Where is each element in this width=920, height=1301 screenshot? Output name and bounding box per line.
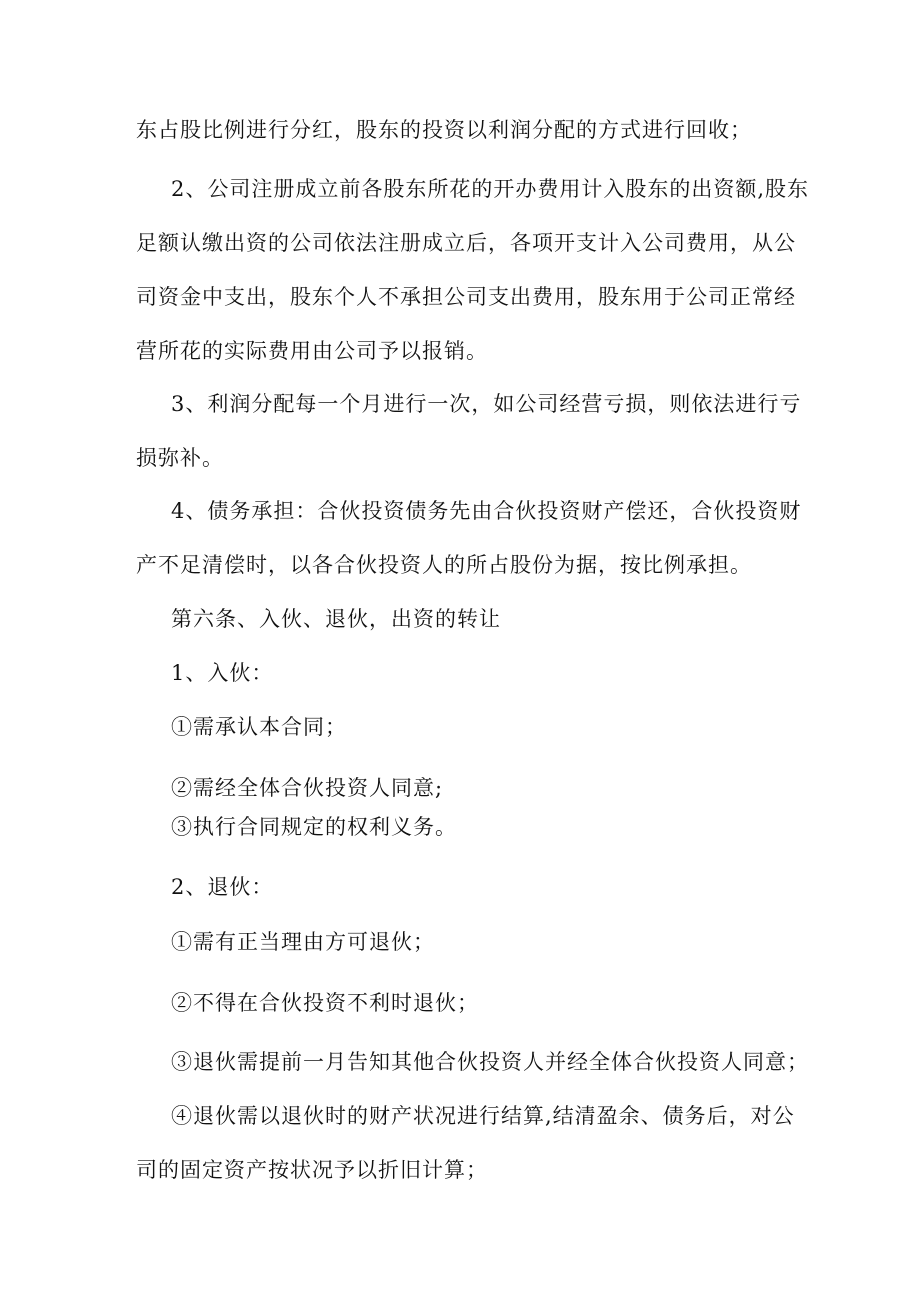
subsection-heading: 2、退伙： bbox=[171, 875, 274, 899]
paragraph-line: 3、利润分配每一个月进行一次，如公司经营亏损，则依法进行亏 bbox=[171, 392, 802, 416]
paragraph-line: 损弥补。 bbox=[136, 446, 224, 470]
list-item: ②不得在合伙投资不利时退伙； bbox=[171, 991, 479, 1015]
paragraph-line: 司资金中支出，股东个人不承担公司支出费用，股东用于公司正常经 bbox=[136, 285, 796, 309]
list-item: ①需有正当理由方可退伙； bbox=[171, 930, 435, 954]
paragraph-line: 东占股比例进行分红，股东的投资以利润分配的方式进行回收； bbox=[136, 118, 752, 142]
paragraph-line: 足额认缴出资的公司依法注册成立后，各项开支计入公司费用，从公 bbox=[136, 231, 796, 255]
paragraph-line: 4、债务承担：合伙投资债务先由合伙投资财产偿还，合伙投资财 bbox=[171, 499, 802, 523]
list-item: ③执行合同规定的权利义务。 bbox=[171, 815, 457, 839]
paragraph-line: 产不足清偿时，以各合伙投资人的所占股份为据，按比例承担。 bbox=[136, 553, 752, 577]
paragraph-line: 营所花的实际费用由公司予以报销。 bbox=[136, 339, 488, 363]
list-item: ②需经全体合伙投资人同意; bbox=[171, 776, 444, 800]
paragraph-line: 司的固定资产按状况予以折旧计算； bbox=[136, 1158, 488, 1182]
subsection-heading: 1、入伙： bbox=[171, 661, 274, 685]
list-item: ④退伙需以退伙时的财产状况进行结算,结清盈余、债务后，对公 bbox=[171, 1104, 795, 1128]
list-item: ①需承认本合同； bbox=[171, 715, 347, 739]
paragraph-line: 2、公司注册成立前各股东所花的开办费用计入股东的出资额,股东 bbox=[171, 177, 810, 201]
section-heading: 第六条、入伙、退伙，出资的转让 bbox=[171, 607, 501, 631]
list-item: ③退伙需提前一月告知其他合伙投资人并经全体合伙投资人同意； bbox=[171, 1050, 809, 1074]
